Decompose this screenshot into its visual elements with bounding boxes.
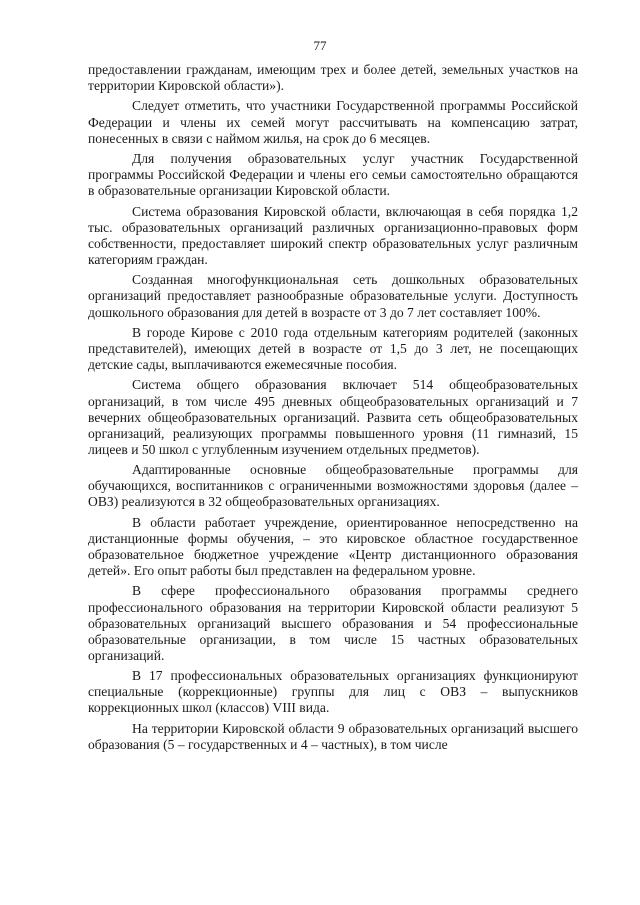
paragraph: предоставлении гражданам, имеющим трех и более детей, земельных участков на территории Кировской области»). [88,62,578,94]
paragraph: В 17 профессиональных образовательных организациях функционируют специальные (коррекционные) группы для лиц с ОВЗ – выпускников коррекционных школ (классов) VIII вида. [88,668,578,716]
paragraph: Система образования Кировской области, включающая в себя порядка 1,2 тыс. образовательных организаций различных организационно-правовых форм собственности, предоставляет широкий спектр образовательных услуг различным категориям граждан. [88,203,578,267]
paragraph: Система общего образования включает 514 общеобразовательных организаций, в том числе 495 дневных общеобразовательных организаций и 7 вечерних общеобразовательных организаций. Развита сеть общеобразовательных организаций, реализующих программы повышенного уровня (11 гимназий, 15 лицеев и 50 школ с углубленным изучением отдельных предметов). [88,377,578,457]
paragraph: В городе Кирове с 2010 года отдельным категориям родителей (законных представителей), имеющих детей в возрасте от 1,5 до 3 лет, не посещающих детские сады, выплачиваются ежемесячные пособия. [88,324,578,373]
paragraph: В области работает учреждение, ориентированное непосредственно на дистанционные формы обучения, – это кировское областное государственное образовательное бюджетное учреждение «Центр дистанционного образования детей». Его опыт работы был представлен на федеральном уровне. [88,514,578,579]
paragraph: На территории Кировской области 9 образовательных организаций высшего образования (5 – государственных и 4 – частных), в том числе [88,720,578,752]
document-body [88,62,578,757]
paragraph: Созданная многофункциональная сеть дошкольных образовательных организаций предоставляет разнообразные образовательные услуги. Доступность дошкольного образования для детей в возрасте от 3 до 7 лет составляет 100%. [88,272,578,320]
page-number: 77 [313,38,327,53]
paragraph: Адаптированные основные общеобразовательные программы для обучающихся, воспитанников с ограниченными возможностями здоровья (далее – ОВЗ) реализуются в 32 общеобразовательных организациях. [88,462,578,510]
paragraph: Следует отметить, что участники Государственной программы Российской Федерации и члены их семей могут рассчитывать на компенсацию затрат, понесенных в связи с наймом жилья, на срок до 6 месяцев. [88,98,578,146]
paragraph: Для получения образовательных услуг участник Государственной программы Российской Федерации и члены его семьи самостоятельно обращаются в образовательные организации Кировской области. [88,151,578,199]
paragraph: В сфере профессионального образования программы среднего профессионального образования на территории Кировской области реализуют 5 образовательных организаций высшего образования и 54 профессиональные образовательные организации, в том числе 15 частных образовательных организаций. [88,583,578,663]
